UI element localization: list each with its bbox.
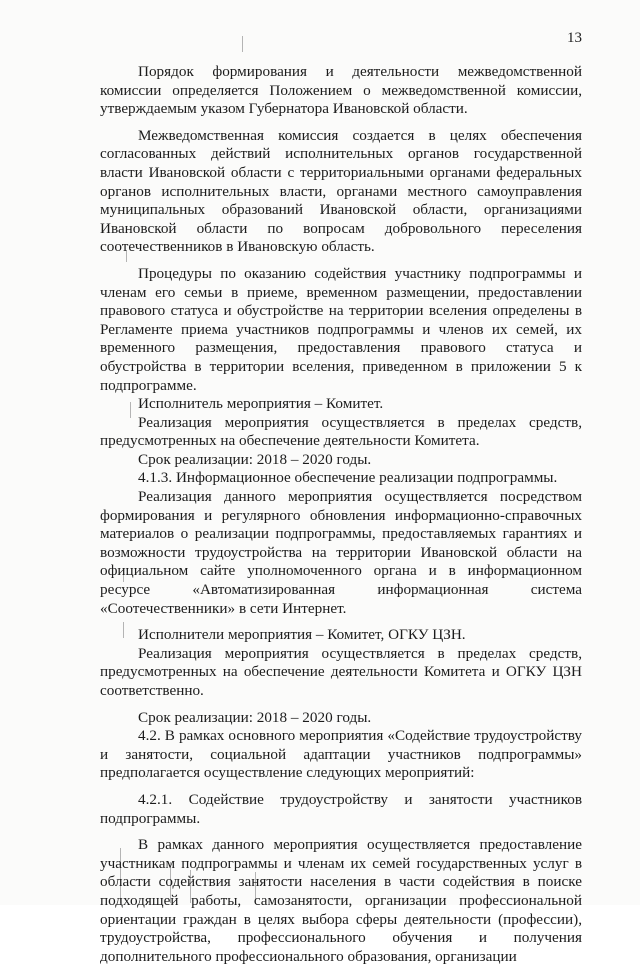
paragraph: Реализация данного мероприятия осуществляется посредством формирования и регулярного обновления информационно-справочных материалов о реализации подпрограммы, предоставляемых гарантиях и возможности трудоустройства на территории Ивановской области на официальном сайте уполномоченного органа и в информационном ресурсе «Автоматизированная информационная система «Соотечественники» в сети Интернет. [100,488,582,617]
page-number: 13 [567,30,582,46]
paragraph: Исполнитель мероприятия – Комитет. [138,395,384,413]
paragraph: Процедуры по оказанию содействия участнику подпрограммы и членам его семьи в приеме, временном размещении, предоставлении правового статуса и обустройстве на территории вселения определены в Регламенте приема участников подпрограммы и членов их семей, их временного размещения, предоставления правового статуса и обустройства в территории вселения, приведенном в приложении 5 к подпрограмме. [100,264,582,394]
paragraph: Срок реализации: 2018 – 2020 годы. [138,708,372,726]
paragraph: Порядок формирования и деятельности межведомственной комиссии определяется Положением о межведомственной комиссии, утверждаемым указом Губернатора Ивановской области. [100,63,582,118]
paragraph: Срок реализации: 2018 – 2020 годы. [138,450,372,468]
scan-artifact-line [242,36,243,52]
section-heading: 4.1.3. Информационное обеспечение реализации подпрограммы. [138,469,558,487]
paragraph: Реализация мероприятия осуществляется в пределах средств, предусмотренных на обеспечение деятельности Комитета и ОГКУ ЦЗН соответственно. [100,644,582,699]
section-heading: 4.2. В рамках основного мероприятия «Содействие трудоустройству и занятости, социальной адаптации участников подпрограммы» предполагается осуществление следующих мероприятий: [100,727,582,782]
paragraph: Исполнители мероприятия – Комитет, ОГКУ ЦЗН. [138,626,466,644]
paragraph: Реализация мероприятия осуществляется в пределах средств, предусмотренных на обеспечение деятельности Комитета. [100,413,582,450]
paragraph: Межведомственная комиссия создается в целях обеспечения согласованных действий исполнительных органов государственной власти Ивановской области с территориальными органами федеральных органов исполнительных власти, органами местного самоуправления муниципальных образований Ивановской области, организациями Ивановской области по вопросам добровольного переселения соотечественников в Ивановскую область. [100,126,582,256]
section-heading: 4.2.1. Содействие трудоустройству и занятости участников подпрограммы. [100,790,582,827]
paragraph: В рамках данного мероприятия осуществляется предоставление участникам подпрограммы и членам их семей государственных услуг в области содействия занятости населения в части содействия в поиске подходящей работы, самозанятости, организации профессиональной ориентации граждан в целях выбора сферы деятельности (профессии), трудоустройства, профессионального обучения и получения дополнительного профессионального образования, организации [100,836,582,965]
document-body [100,63,582,966]
